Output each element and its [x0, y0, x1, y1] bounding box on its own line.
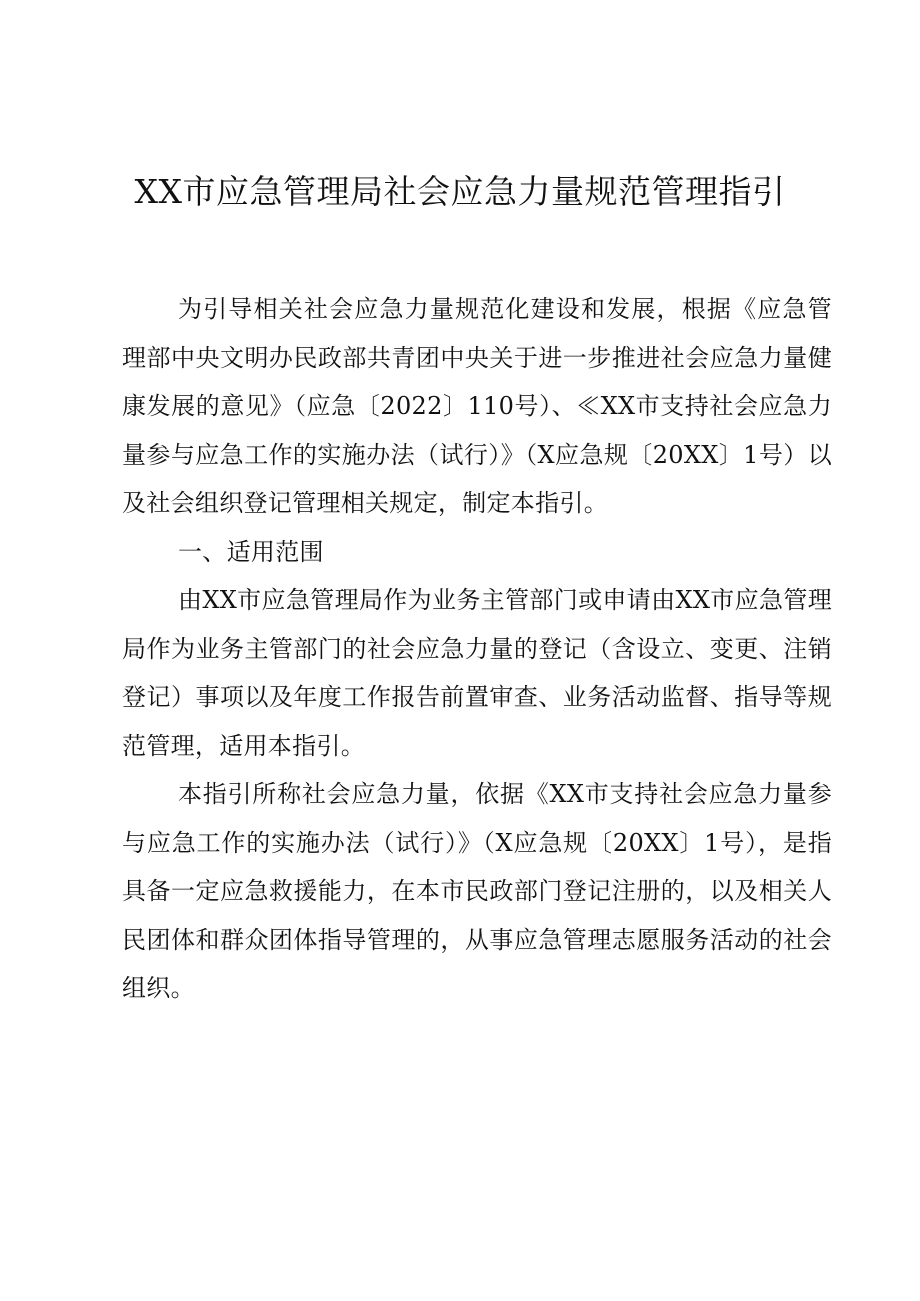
scope-paragraph-1: 由XX市应急管理局作为业务主管部门或申请由XX市应急管理局作为业务主管部门的社会应急力量的登记（含设立、变更、注销登记）事项以及年度工作报告前置审查、业务活动监督、指导等规范管理，适用本指引。	[122, 586, 832, 760]
scope-paragraph-2: 本指引所称社会应急力量，依据《XX市支持社会应急力量参与应急工作的实施办法（试行）》（X应急规〔20XX〕1号），是指具备一定应急救援能力，在本市民政部门登记注册的，以及相关人民团体和群众团体指导管理的，从事应急管理志愿服务活动的社会组织。	[122, 780, 832, 1002]
intro-paragraph: 为引导相关社会应急力量规范化建设和发展，根据《应急管理部中央文明办民政部共青团中央关于进一步推进社会应急力量健康发展的意见》（应急〔2022〕110号）、≪XX市支持社会应急力量参与应急工作的实施办法（试行）》（X应急规〔20XX〕1号）以及社会组织登记管理相关规定，制定本指引。	[122, 295, 832, 517]
document-body	[122, 285, 832, 1013]
document-title: XX市应急管理局社会应急力量规范管理指引	[134, 172, 786, 211]
section-heading-scope: 一、适用范围	[178, 537, 324, 566]
